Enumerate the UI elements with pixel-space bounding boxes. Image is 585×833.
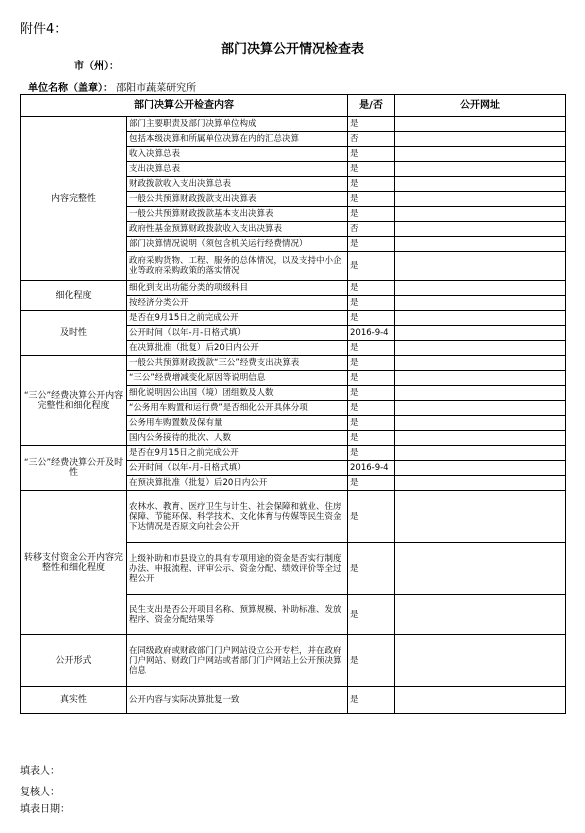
unit-name-value: 邵阳市蔬菜研究所 [116, 83, 197, 94]
item-cell: “公务用车购置和运行费”是否细化公开具体分项 [127, 401, 348, 416]
url-cell [395, 461, 566, 476]
answer-cell: 否 [348, 132, 395, 147]
item-cell: 民生支出是否公开项目名称、预算规模、补助标准、发放程序、资金分配结果等 [127, 595, 348, 635]
url-cell [395, 687, 566, 714]
header-url: 公开网址 [395, 95, 566, 117]
url-cell [395, 162, 566, 177]
item-cell: 一般公共预算财政拨款“三公”经费支出决算表 [127, 356, 348, 371]
table-body [21, 117, 566, 714]
answer-cell: 2016-9-4 [348, 326, 395, 341]
unit-name-label: 单位名称（盖章）： [28, 83, 113, 94]
answer-cell: 是 [348, 207, 395, 222]
answer-cell: 是 [348, 431, 395, 446]
city-label: 市（州）： [74, 61, 119, 72]
url-cell [395, 446, 566, 461]
url-cell [395, 491, 566, 543]
url-cell [395, 177, 566, 192]
answer-cell: 是 [348, 371, 395, 386]
answer-cell: 是 [348, 476, 395, 491]
url-cell [395, 192, 566, 207]
item-cell: 包括本级决算和所属单位决算在内的汇总决算 [127, 132, 348, 147]
answer-cell: 是 [348, 635, 395, 687]
item-cell: 在同级政府或财政部门门户网站设立公开专栏，并在政府门户网站、财政门户网站或者部门门户网站上公开预决算信息 [127, 635, 348, 687]
item-cell: 在决算批准（批复）后20日内公开 [127, 341, 348, 356]
table-row [21, 446, 566, 461]
answer-cell: 是 [348, 687, 395, 714]
url-cell [395, 543, 566, 595]
answer-cell: 是 [348, 386, 395, 401]
date-label: 填表日期： [20, 804, 70, 815]
answer-cell: 是 [348, 543, 395, 595]
item-cell: 一般公共预算财政拨款支出决算表 [127, 192, 348, 207]
answer-cell: 是 [348, 252, 395, 281]
category-cell: “三公”经费决算公开及时性 [21, 446, 127, 491]
item-cell: 财政拨款收入支出决算总表 [127, 177, 348, 192]
answer-cell: 是 [348, 341, 395, 356]
item-cell: 公开时间（以年-月-日格式填） [127, 326, 348, 341]
url-cell [395, 296, 566, 311]
url-cell [395, 416, 566, 431]
table-header-row [21, 95, 566, 117]
url-cell [395, 431, 566, 446]
header-yesno: 是/否 [348, 95, 395, 117]
item-cell: 是否在9月15日之前完成公开 [127, 311, 348, 326]
item-cell: 政府性基金预算财政拨款收入支出决算表 [127, 222, 348, 237]
answer-cell: 是 [348, 177, 395, 192]
answer-cell: 是 [348, 401, 395, 416]
page-title: 部门决算公开情况检查表 [220, 42, 364, 57]
item-cell: 是否在9月15日之前完成公开 [127, 446, 348, 461]
url-cell [395, 222, 566, 237]
item-cell: 支出决算总表 [127, 162, 348, 177]
item-cell: 细化说明因公出国（境）团组数及人数 [127, 386, 348, 401]
url-cell [395, 147, 566, 162]
table-row [21, 687, 566, 714]
answer-cell: 是 [348, 311, 395, 326]
url-cell [395, 371, 566, 386]
item-cell: 部门主要职责及部门决算单位构成 [127, 117, 348, 132]
url-cell [395, 281, 566, 296]
url-cell [395, 341, 566, 356]
url-cell [395, 635, 566, 687]
url-cell [395, 311, 566, 326]
answer-cell: 是 [348, 192, 395, 207]
item-cell: 部门决算情况说明（须包含机关运行经费情况） [127, 237, 348, 252]
item-cell: 公开时间（以年-月-日格式填） [127, 461, 348, 476]
category-cell: 细化程度 [21, 281, 127, 311]
answer-cell: 是 [348, 416, 395, 431]
table-row [21, 356, 566, 371]
url-cell [395, 207, 566, 222]
answer-cell: 否 [348, 222, 395, 237]
category-cell: 内容完整性 [21, 117, 127, 281]
answer-cell: 是 [348, 237, 395, 252]
inspection-table [20, 94, 566, 714]
answer-cell: 是 [348, 296, 395, 311]
item-cell: 公开内容与实际决算批复一致 [127, 687, 348, 714]
category-cell: 转移支付资金公开内容完整性和细化程度 [21, 491, 127, 635]
table-row [21, 117, 566, 132]
item-cell: 一般公共预算财政拨款基本支出决算表 [127, 207, 348, 222]
answer-cell: 是 [348, 356, 395, 371]
answer-cell: 是 [348, 281, 395, 296]
answer-cell: 是 [348, 595, 395, 635]
item-cell: 公务用车购置数及保有量 [127, 416, 348, 431]
filler-label: 填表人： [20, 766, 60, 777]
category-cell: 公开形式 [21, 635, 127, 687]
url-cell [395, 386, 566, 401]
reviewer-label: 复核人： [20, 787, 60, 798]
url-cell [395, 252, 566, 281]
url-cell [395, 595, 566, 635]
item-cell: “三公”经费增减变化原因等说明信息 [127, 371, 348, 386]
category-cell: 真实性 [21, 687, 127, 714]
item-cell: 国内公务接待的批次、人数 [127, 431, 348, 446]
item-cell: 在预决算批准（批复）后20日内公开 [127, 476, 348, 491]
table-row [21, 491, 566, 543]
item-cell: 按经济分类公开 [127, 296, 348, 311]
item-cell: 上级补助和市县设立的具有专项用途的资金是否实行制度办法、申报流程、评审公示、资金分配、绩效评价等全过程公开 [127, 543, 348, 595]
url-cell [395, 117, 566, 132]
table-row [21, 281, 566, 296]
unit-name [28, 79, 196, 94]
item-cell: 收入决算总表 [127, 147, 348, 162]
url-cell [395, 326, 566, 341]
url-cell [395, 356, 566, 371]
category-cell: 及时性 [21, 311, 127, 356]
answer-cell: 是 [348, 446, 395, 461]
answer-cell: 是 [348, 491, 395, 543]
answer-cell: 是 [348, 162, 395, 177]
answer-cell: 是 [348, 117, 395, 132]
url-cell [395, 476, 566, 491]
table-row [21, 635, 566, 687]
url-cell [395, 132, 566, 147]
item-cell: 农林水、教育、医疗卫生与计生、社会保障和就业、住房保障、节能环保、科学技术、文化体育与传媒等民生资金下达情况是否原文向社会公开 [127, 491, 348, 543]
header-content: 部门决算公开检查内容 [21, 95, 348, 117]
attachment-label: 附件4： [20, 22, 68, 37]
item-cell: 细化到支出功能分类的项级科目 [127, 281, 348, 296]
url-cell [395, 237, 566, 252]
item-cell: 政府采购货物、工程、服务的总体情况，以及支持中小企业等政府采购政策的落实情况 [127, 252, 348, 281]
url-cell [395, 401, 566, 416]
table-row [21, 311, 566, 326]
category-cell: “三公”经费决算公开内容完整性和细化程度 [21, 356, 127, 446]
answer-cell: 2016-9-4 [348, 461, 395, 476]
answer-cell: 是 [348, 147, 395, 162]
